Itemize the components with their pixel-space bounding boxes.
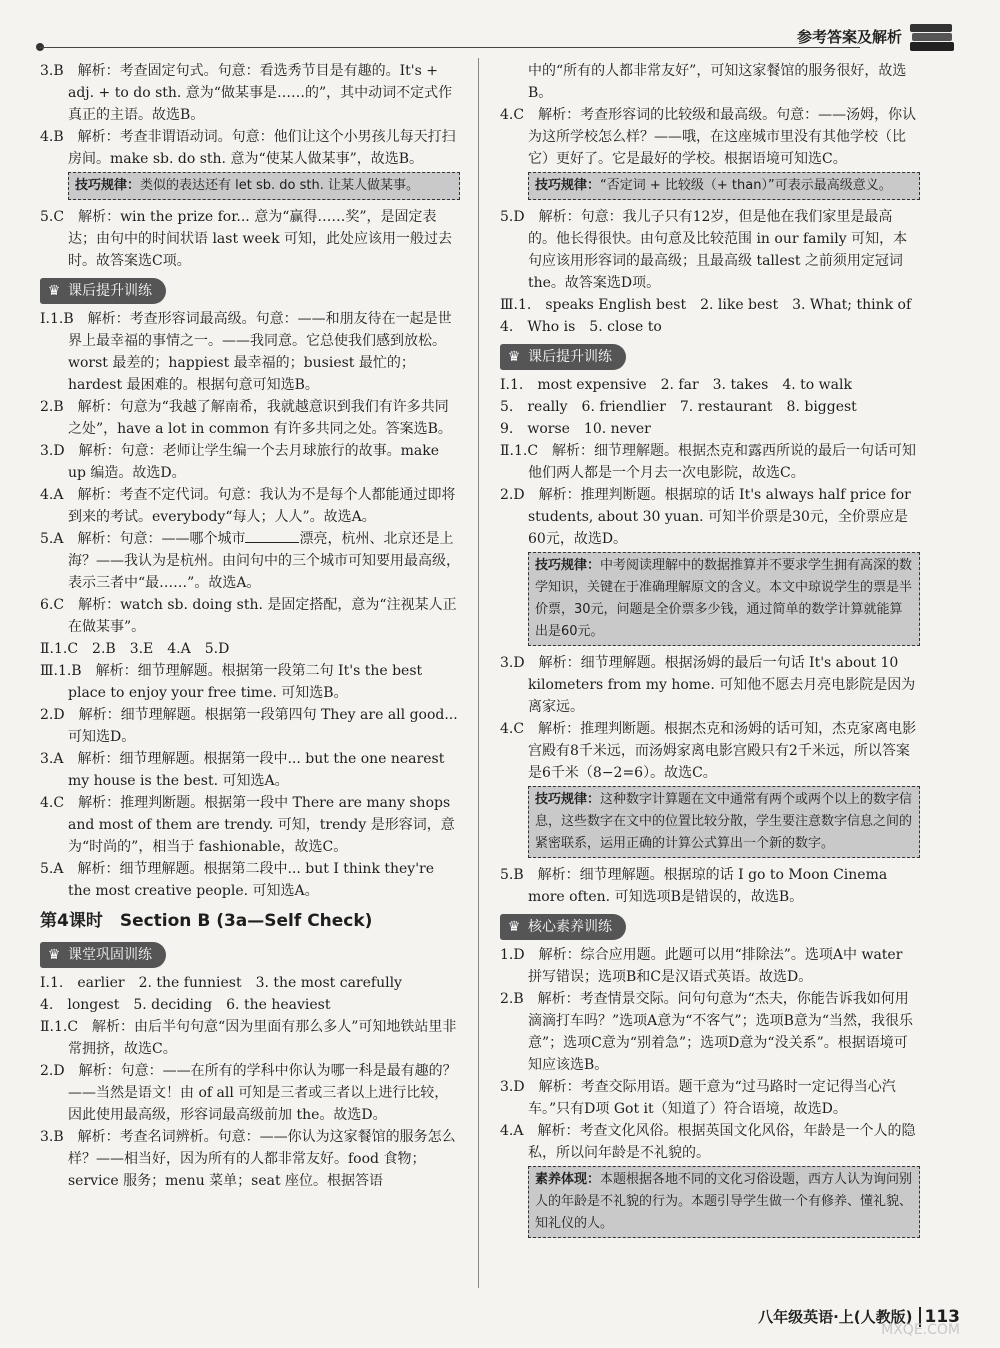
- tip-text: 中考阅读理解中的数据推算并不要求学生拥有高深的数学知识，关键在于准确理解原文的含义。本文中琼说学生的票是半价票，30元，问题是全价票多少钱，通过简单的数学计算就能算出是60元。: [535, 558, 913, 639]
- section-title: 课堂巩固训练: [68, 947, 152, 963]
- answer-item: [40, 484, 460, 528]
- answer-item: [500, 988, 920, 1076]
- answer-text: worse 10. never: [527, 421, 651, 437]
- tip-box: [528, 552, 920, 646]
- answer-number: Ⅰ.1.: [40, 975, 64, 991]
- answer-item: [40, 1060, 460, 1126]
- answer-number: Ⅱ.1.C: [40, 641, 79, 657]
- answer-number: 6.C: [40, 597, 65, 613]
- answer-text: 解析：由后半句句意“因为里面有那么多人”可知地铁站里非常拥挤，故选C。: [68, 1019, 457, 1057]
- answer-text: 解析：win the prize for... 意为“赢得……奖”，是固定表达；由句中的时间状语 last week 可知，此处应该用一般过去时。故答案选C项。: [68, 209, 453, 269]
- answer-number: 4.C: [500, 721, 525, 737]
- crown-icon: ♛: [507, 349, 521, 365]
- answer-number: 5.A: [40, 861, 64, 877]
- answer-text: 解析：推理判断题。根据杰克和汤姆的话可知，杰克家离电影宫殿有8千米远，而汤姆家离电影宫殿只有2千米远，所以答案是6千米（8−2=6）。故选C。: [528, 721, 917, 781]
- answer-text: 解析：细节理解题。根据第一段中... but the one nearest my house is the best. 可知选A。: [68, 751, 445, 789]
- continued-text: 中的“所有的人都非常友好”，可知这家餐馆的服务很好，故选B。: [528, 63, 907, 101]
- answer-item: [500, 1076, 920, 1120]
- answer-number: 1.D: [500, 947, 525, 963]
- answer-number: 3.B: [40, 63, 64, 79]
- answer-number: 3.D: [40, 443, 65, 459]
- answer-text: 解析：考查名词辨析。句意：——你认为这家餐馆的服务怎么样？——相当好，因为所有的人都非常友好。food 食物；service 服务；menu 菜单；seat 座位。根据答语: [68, 1129, 456, 1189]
- answer-text: 解析：细节理解题。根据第一段第四句 They are all good... 可知选D。: [68, 707, 458, 745]
- answer-text: Who is 5. close to: [527, 319, 662, 335]
- answer-number: 2.B: [500, 991, 524, 1007]
- answer-number: 5.C: [40, 209, 65, 225]
- answer-text: 解析：考查非谓语动词。句意：他们让这个小男孩儿每天打扫房间。make sb. do sth. 意为“使某人做某事”，故选B。: [68, 129, 456, 167]
- answer-text: 解析：句意为“我越了解南希，我就越意识到我们有许多共同之处”，have a lot in common 有许多共同之处。答案选B。: [68, 399, 452, 437]
- answer-item: [500, 418, 920, 440]
- answer-number: Ⅰ.1.B: [40, 311, 74, 327]
- answer-item: [500, 294, 920, 316]
- answer-number: 2.D: [40, 707, 65, 723]
- answer-number: Ⅱ.1.C: [500, 443, 539, 459]
- answer-item: [40, 396, 460, 440]
- answer-number: 4.A: [40, 487, 64, 503]
- answer-item: [40, 60, 460, 126]
- answer-text: 解析：细节理解题。根据汤姆的最后一句话 It's about 10 kilometers from my home. 可知他不愿去月亮电影院是因为离家远。: [528, 655, 916, 715]
- answer-text: 解析：考查形容词的比较级和最高级。句意：——汤姆，你认为这所学校怎么样？——哦，在这座城市里没有其他学校（比它）更好了。它是最好的学校。根据语境可知选C。: [528, 107, 917, 167]
- answer-number: Ⅲ.1.: [500, 297, 532, 313]
- tip-label: 素养体现：: [535, 1172, 601, 1187]
- answer-item: [40, 528, 460, 594]
- watermark: MXQE.COM: [881, 1322, 960, 1338]
- answer-text: 解析：watch sb. doing sth. 是固定搭配，意为“注视某人正在做某事”。: [68, 597, 457, 635]
- answer-text: 解析：推理判断题。根据琼的话 It's always half price for students, about 30 yuan. 可知半价票是30元，全价票应是60元，故选D。: [528, 487, 911, 547]
- answer-text: 解析：句意：老师让学生编一个去月球旅行的故事。make up 编造。故选D。: [68, 443, 439, 481]
- page-number: 113: [919, 1307, 961, 1327]
- answer-number: 2.D: [40, 1063, 65, 1079]
- section-title: 课后提升训练: [528, 349, 612, 365]
- section-title: 课后提升训练: [68, 283, 152, 299]
- tip-text: 类似的表达还有 let sb. do sth. 让某人做某事。: [140, 178, 419, 193]
- answer-text: 解析：细节理解题。根据杰克和露西所说的最后一句话可知他们两人都是一个月去一次电影院，故选C。: [528, 443, 917, 481]
- answer-item: [40, 792, 460, 858]
- tip-label: 技巧规律：: [535, 558, 601, 573]
- answer-text: earlier 2. the funniest 3. the most carefully: [77, 975, 402, 991]
- section-label-core: [500, 914, 626, 940]
- answer-item: [40, 206, 460, 272]
- answer-text: 解析：考查交际用语。题干意为“过马路时一定记得当心汽车。”只有D项 Got it（知道了）符合语境，故选D。: [528, 1079, 896, 1117]
- answer-text: 解析：综合应用题。此题可以用“排除法”。选项A中 water 拼写错误；选项B和C是汉语式英语。故选D。: [528, 947, 903, 985]
- answer-text: really 6. friendlier 7. restaurant 8. biggest: [527, 399, 857, 415]
- answer-number: 2.D: [500, 487, 525, 503]
- answer-number: 9.: [500, 421, 514, 437]
- answer-text: speaks English best 2. like best 3. What; think of: [545, 297, 912, 313]
- column-divider: [478, 58, 479, 1288]
- answer-text: 漂亮，杭州、北京还是上海？——我认为是杭州。由问句中的三个城市可知要用最高级，表示三者中“最……”。故选A。: [68, 531, 460, 591]
- answer-number: 4.B: [40, 129, 64, 145]
- answer-item: [40, 660, 460, 704]
- right-column: [500, 60, 920, 1244]
- answer-text: 解析：细节理解题。根据第二段中... but I think they're the most creative people. 可知选A。: [68, 861, 435, 899]
- tip-box: [528, 786, 920, 858]
- answer-number: 3.B: [40, 1129, 64, 1145]
- answer-item: [40, 1126, 460, 1192]
- tip-box: [528, 1166, 920, 1238]
- answer-text: 解析：推理判断题。根据第一段中 There are many shops and most of them are trendy. 可知，trendy 是形容词，意为“时尚的”，相当于 fashionable，故选C。: [68, 795, 455, 855]
- answer-text: 解析：句意：——在所有的学科中你认为哪一科是最有趣的？——当然是语文！由 of all 可知是三者或三者以上进行比较，因此使用最高级，形容词最高级前加 the。故选D。: [68, 1063, 457, 1123]
- answer-number: 4.C: [500, 107, 525, 123]
- answer-item: [40, 126, 460, 170]
- tip-text: “否定词 + 比较级（+ than）”可表示最高级意义。: [600, 178, 892, 193]
- answer-item: [40, 308, 460, 396]
- answer-item: [500, 1120, 920, 1164]
- answer-item: [500, 864, 920, 908]
- answer-item: [40, 638, 460, 660]
- answer-number: 4.: [500, 319, 514, 335]
- section-label-in-class: [40, 942, 166, 968]
- answer-item: [40, 704, 460, 748]
- answer-item: [500, 944, 920, 988]
- answer-text: 解析：考查情景交际。问句句意为“杰夫，你能告诉我如何用滴滴打车吗？”选项A意为“不客气”；选项B意为“当然，我很乐意”；选项C意为“别着急”；选项D意为“没关系”。根据语境可知应该选B。: [528, 991, 914, 1073]
- tip-label: 技巧规律：: [535, 792, 601, 807]
- answer-item: [500, 718, 920, 784]
- answer-number: 3.D: [500, 1079, 525, 1095]
- answer-number: Ⅲ.1.B: [40, 663, 82, 679]
- lesson-heading: 第4课时 Section B (3a—Self Check): [40, 911, 373, 931]
- books-icon: [908, 20, 956, 54]
- answer-number: 4.: [40, 997, 54, 1013]
- answer-number: 5.A: [40, 531, 64, 547]
- crown-icon: ♛: [47, 283, 61, 299]
- footer-grade: 八年级英语·上(人教版): [758, 1308, 913, 1326]
- answer-item: [500, 374, 920, 396]
- answer-text: 解析：细节理解题。根据琼的话 I go to Moon Cinema more often. 可知选项B是错误的，故选B。: [528, 867, 888, 905]
- tip-text: 这种数字计算题在文中通常有两个或两个以上的数字信息，这些数字在文中的位置比较分散，学生要注意数字信息之间的紧密联系，运用正确的计算公式算出一个新的数字。: [535, 792, 913, 851]
- answer-text: 解析：考查形容词最高级。句意：——和朋友待在一起是世界上最幸福的事情之一。——我同意。它总使我们感到放松。worst 最差的；happiest 最幸福的；busiest 最忙的；hardest 最困难的。根据句意可知选B。: [68, 311, 452, 393]
- answer-text: 解析：句意：——哪个城市: [77, 531, 246, 547]
- answer-item: [40, 858, 460, 902]
- answer-text: 解析：句意：我儿子只有12岁，但是他在我们家里是最高的。他长得很快。由句意及比较范围 in our family 可知，本句应该用形容词的最高级；且最高级 tallest 之前须用定冠词 the。故答案选D项。: [528, 209, 908, 291]
- answer-text: 2.B 3.E 4.A 5.D: [92, 641, 230, 657]
- answer-item: [500, 652, 920, 718]
- answer-number: 2.B: [40, 399, 64, 415]
- answer-item: [500, 396, 920, 418]
- answer-number: 4.A: [500, 1123, 524, 1139]
- answer-number: 3.D: [500, 655, 525, 671]
- answer-number: Ⅰ.1.: [500, 377, 524, 393]
- answer-item: [40, 972, 460, 994]
- answer-item: [40, 1016, 460, 1060]
- answer-item: [500, 316, 920, 338]
- tip-box: [528, 172, 920, 200]
- answer-item: [40, 440, 460, 484]
- answer-text: 解析：考查固定句式。句意：看选秀节目是有趣的。It's + adj. + to do sth. 意为“做某事是……的”，其中动词不定式作真正的主语。故选B。: [68, 63, 453, 123]
- header-title: 参考答案及解析: [796, 28, 902, 46]
- answer-text: 解析：细节理解题。根据第一段第二句 It's the best place to enjoy your free time. 可知选B。: [68, 663, 423, 701]
- answer-number: 5.: [500, 399, 514, 415]
- tip-text: 本题根据各地不同的文化习俗设题，西方人认为询问别人的年龄是不礼貌的行为。本题引导学生做一个有修养、懂礼貌、知礼仪的人。: [535, 1172, 913, 1231]
- tip-box: [68, 172, 460, 200]
- answer-item: [500, 104, 920, 170]
- section-label-after-class: [40, 278, 166, 304]
- fill-blank: [245, 530, 299, 543]
- crown-icon: ♛: [507, 919, 521, 935]
- answer-item: [40, 748, 460, 792]
- answer-text: longest 5. deciding 6. the heaviest: [67, 997, 331, 1013]
- answer-text: most expensive 2. far 3. takes 4. to walk: [537, 377, 852, 393]
- answer-number: Ⅱ.1.C: [40, 1019, 79, 1035]
- left-column: [40, 60, 460, 1192]
- tip-label: 技巧规律：: [535, 178, 601, 193]
- answer-number: 5.B: [500, 867, 524, 883]
- answer-item: [500, 206, 920, 294]
- answer-text: 解析：考查文化风俗。根据英国文化风俗，年龄是一个人的隐私，所以问年龄是不礼貌的。: [528, 1123, 916, 1161]
- answer-number: 3.A: [40, 751, 64, 767]
- answer-text: 解析：考查不定代词。句意：我认为不是每个人都能通过即将到来的考试。everybody“每人；人人”。故选A。: [68, 487, 456, 525]
- section-title: 核心素养训练: [528, 919, 612, 935]
- section-label-after-class: [500, 344, 626, 370]
- page-header: [40, 14, 960, 54]
- answer-item: [40, 994, 460, 1016]
- answer-number: 4.C: [40, 795, 65, 811]
- answer-item: [500, 484, 920, 550]
- answer-number: 5.D: [500, 209, 525, 225]
- answer-item: [500, 440, 920, 484]
- tip-label: 技巧规律：: [75, 178, 141, 193]
- header-rule: [40, 47, 860, 48]
- answer-item: [40, 594, 460, 638]
- crown-icon: ♛: [47, 947, 61, 963]
